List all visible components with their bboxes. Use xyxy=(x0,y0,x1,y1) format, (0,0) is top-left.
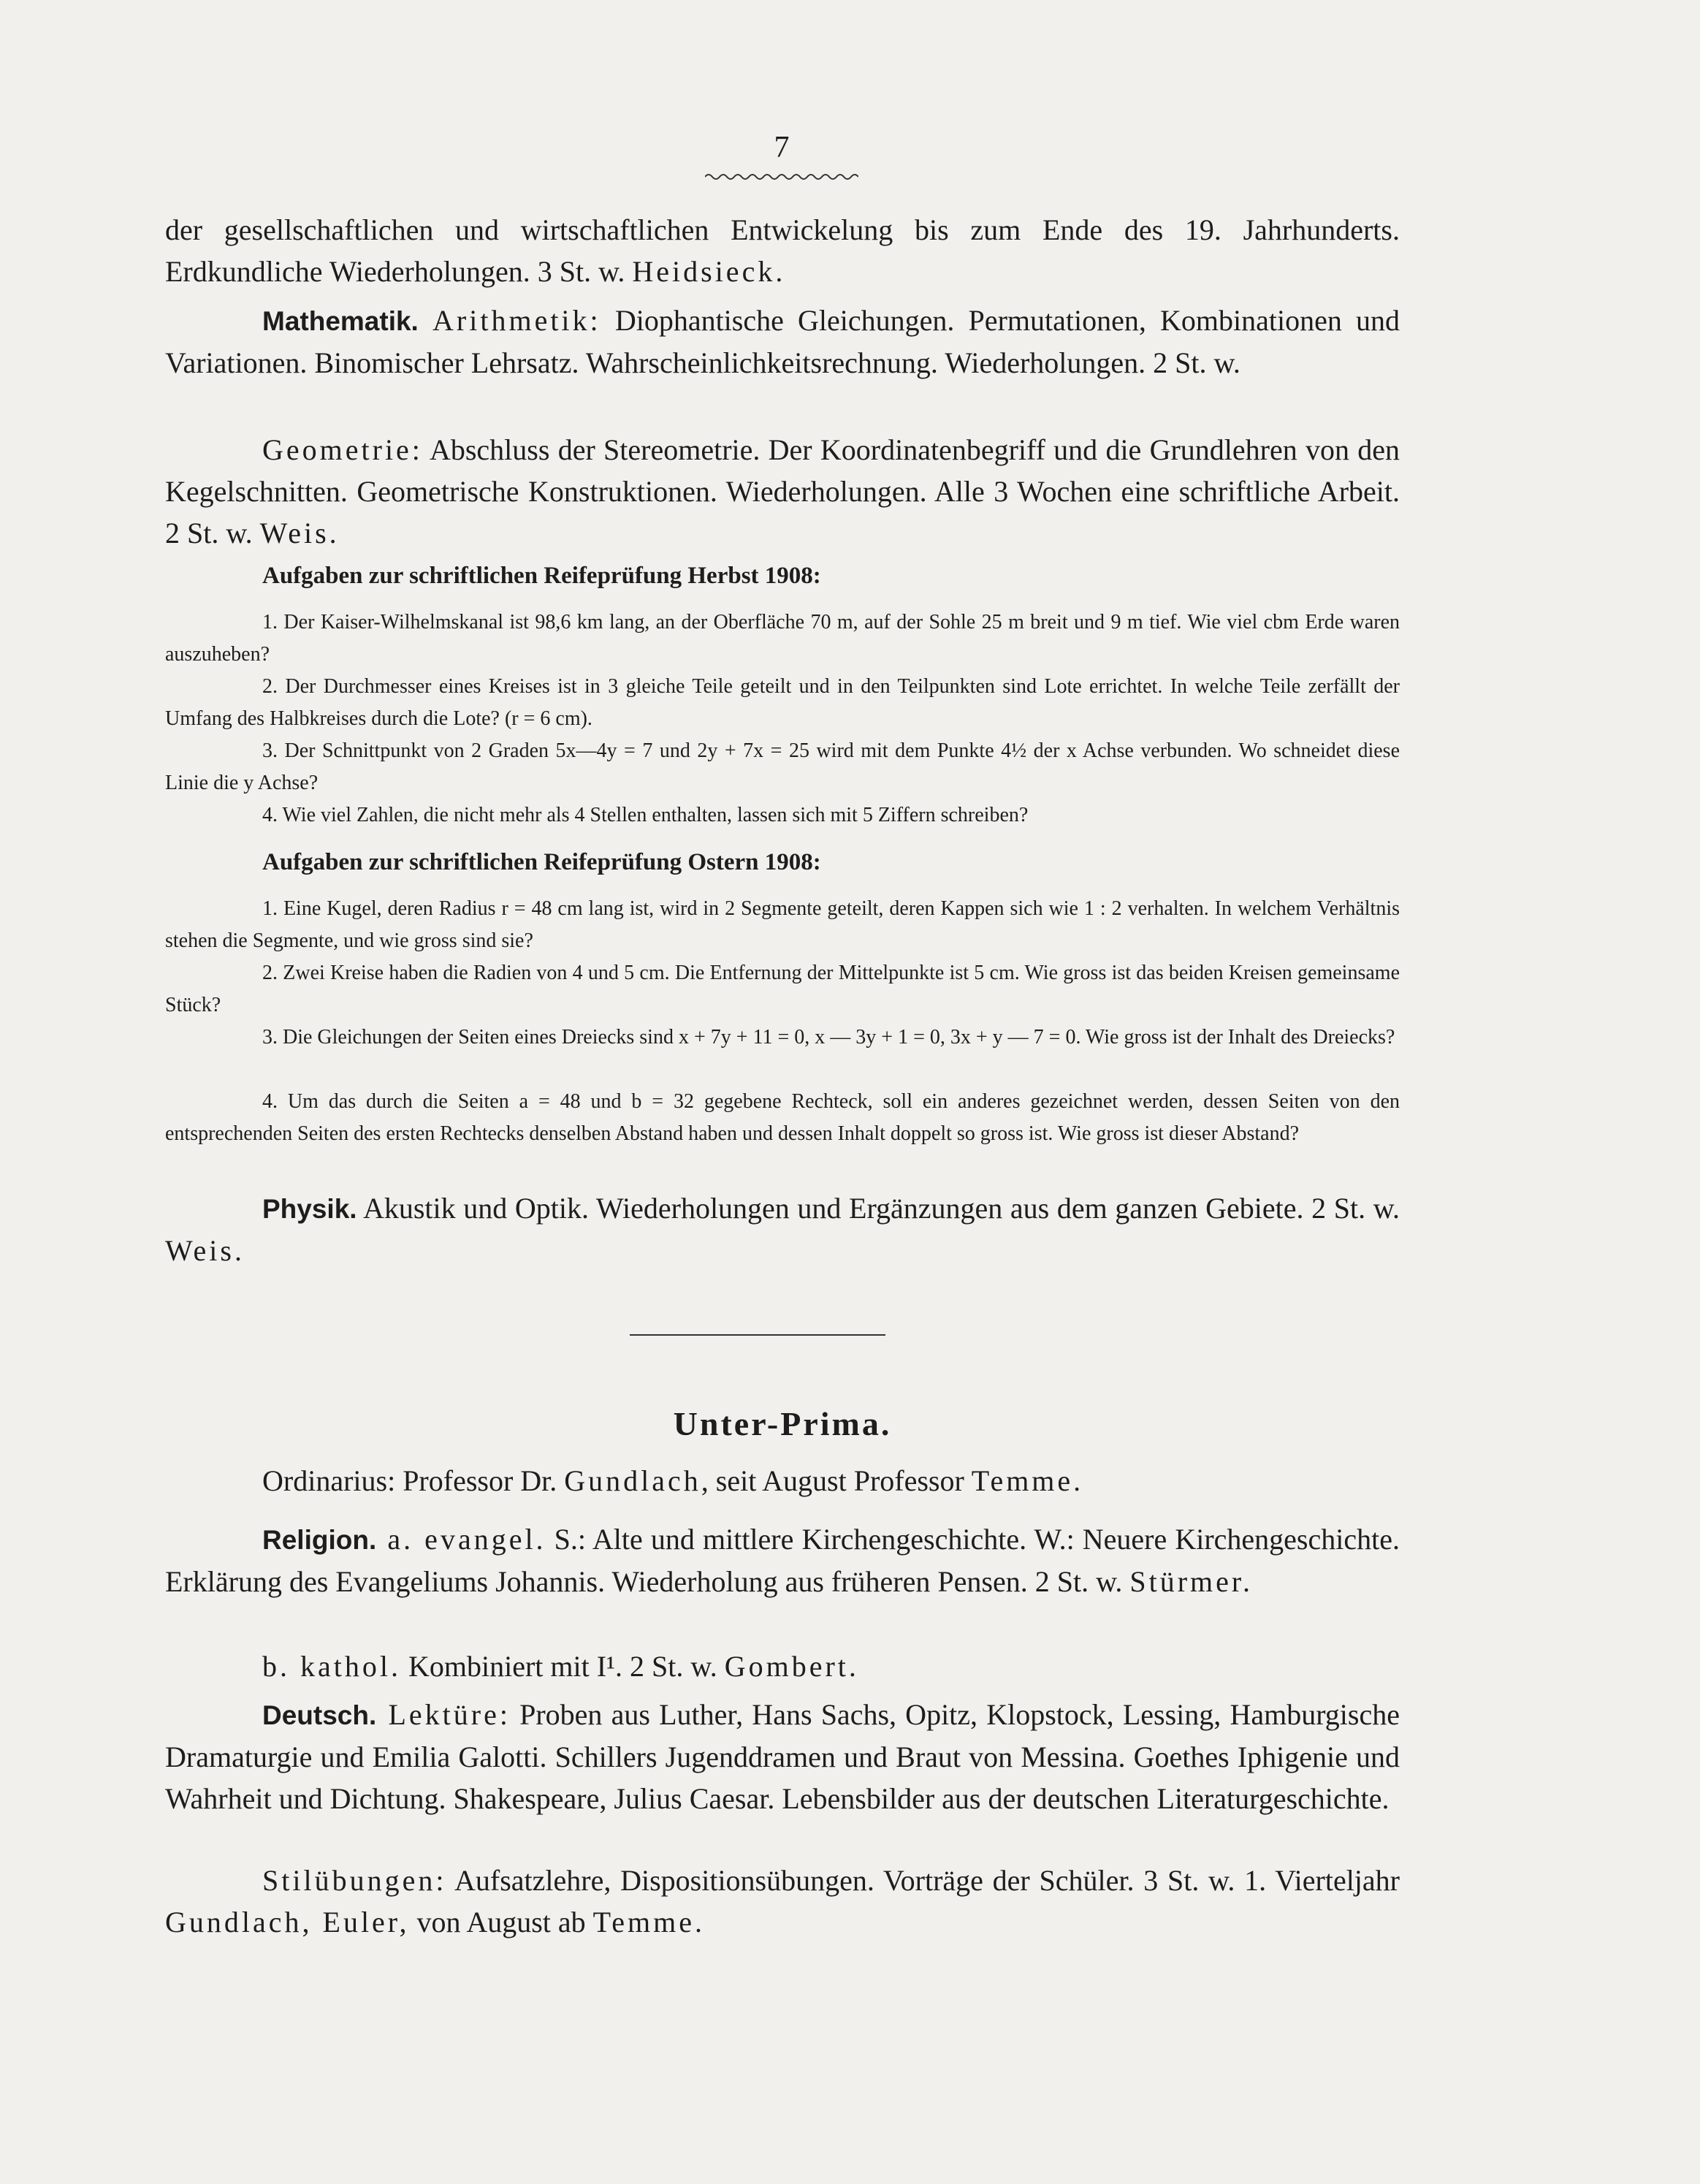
herbst-task-3: 3. Der Schnittpunkt von 2 Graden 5x—4y = 7 und 2y + 7x = 25 wird mit dem Punkte 4½ der x Achse verbunden. Wo schneidet diese Linie die y Achse? xyxy=(165,739,1400,794)
teacher-name: Weis. xyxy=(165,1234,245,1267)
teacher-name: Gombert. xyxy=(724,1650,859,1683)
unterprima-title: Unter-Prima. xyxy=(673,1405,892,1442)
page-number-ornament xyxy=(705,170,858,181)
deutsch-section xyxy=(165,1694,1400,1819)
teacher-name: Heidsieck. xyxy=(632,255,786,288)
ordinarius-name-2: Temme. xyxy=(971,1464,1084,1497)
physik-text: Akustik und Optik. Wiederholungen und Ergänzungen aus dem ganzen Gebiete. 2 St. w. xyxy=(357,1192,1400,1225)
religion-heading: Religion. xyxy=(262,1525,377,1555)
herbst-task-1: 1. Der Kaiser-Wilhelmskanal ist 98,6 km lang, an der Oberfläche 70 m, auf der Sohle 25 m breit und 9 m tief. Wie viel cbm Erde waren auszuheben? xyxy=(165,611,1400,666)
lektuere-label: Lektüre: xyxy=(376,1698,511,1731)
ostern-task-4: 4. Um das durch die Seiten a = 48 und b = 32 gegebene Rechteck, soll ein anderes gezeichnet werden, dessen Seiten von den entsprechenden Seiten des ersten Rechtecks denselben Abstand haben und dessen Inhalt doppelt so gross ist. Wie gross ist dieser Abstand? xyxy=(165,1090,1400,1145)
herbst-task-4: 4. Wie viel Zahlen, die nicht mehr als 4 Stellen enthalten, lassen sich mit 5 Ziffern schreiben? xyxy=(262,804,1029,826)
religion-b-text: Kombiniert mit I¹. 2 St. w. xyxy=(400,1650,725,1683)
history-continuation xyxy=(165,209,1400,292)
religion-a-label: a. evangel. xyxy=(376,1523,546,1556)
religion-a-text: S.: Alte und mittlere Kirchengeschichte. W.: Neuere Kirchengeschichte. Erklärung des Evangeliums Johannis. Wiederholung aus früheren Pensen. 2 St. w. xyxy=(165,1523,1400,1598)
deutsch-heading: Deutsch. xyxy=(262,1700,377,1730)
teacher-name: Temme. xyxy=(592,1906,706,1938)
teacher-names: Gundlach, Euler, xyxy=(165,1906,410,1938)
geometrie-label: Geometrie: xyxy=(262,433,423,466)
teacher-name: Weis. xyxy=(259,517,340,549)
history-text: der gesellschaftlichen und wirtschaftlichen Entwickelung bis zum Ende des 19. Jahrhunderts. Erdkundliche Wiederholungen. 3 St. w. xyxy=(165,213,1400,288)
religion-b-label: b. kathol. xyxy=(262,1650,401,1683)
teacher-name: Stürmer. xyxy=(1129,1565,1254,1598)
ordinarius-line xyxy=(165,1460,1400,1502)
physik-heading: Physik. xyxy=(262,1194,357,1224)
ordinarius-name: Gundlach xyxy=(564,1464,701,1497)
mathematik-heading: Mathematik. xyxy=(262,306,419,336)
section-divider xyxy=(630,1334,885,1336)
stiluebungen xyxy=(165,1860,1400,1943)
religion-section xyxy=(165,1518,1400,1602)
geometrie-text: Abschluss der Stereometrie. Der Koordinatenbegriff und die Grundlehren von den Kegelschnitten. Geometrische Konstruktionen. Wiederholungen. Alle 3 Wochen eine schriftliche Arbeit. 2 St. w. xyxy=(165,433,1400,549)
deutsch-text: Proben aus Luther, Hans Sachs, Opitz, Klopstock, Lessing, Hamburgische Dramaturgie und Emilia Galotti. Schillers Jugenddramen und Braut von Messina. Goethes Iphigenie und Wahrheit und Dichtung. Shakespeare, Julius Caesar. Lebensbilder aus der deutschen Literaturgeschichte. xyxy=(165,1698,1400,1815)
ordinarius-label: Ordinarius: Professor Dr. xyxy=(262,1464,565,1497)
page-number: 7 xyxy=(774,131,790,164)
mathematik-section xyxy=(165,300,1400,384)
religion-b xyxy=(165,1645,1400,1687)
stiluebungen-label: Stilübungen: xyxy=(262,1864,447,1897)
geometrie-section xyxy=(165,429,1400,554)
herbst-heading: Aufgaben zur schriftlichen Reifeprüfung Herbst 1908: xyxy=(262,563,821,589)
herbst-task-2: 2. Der Durchmesser eines Kreises ist in 3 gleiche Teile geteilt und in den Teilpunkten sind Lote errichtet. In welche Teile zerfällt der Umfang des Halbkreises durch die Lote? (r = 6 cm). xyxy=(165,675,1400,730)
ostern-heading: Aufgaben zur schriftlichen Reifeprüfung Ostern 1908: xyxy=(262,849,821,875)
stiluebungen-text: Aufsatzlehre, Dispositionsübungen. Vorträge der Schüler. 3 St. w. 1. Vierteljahr xyxy=(446,1864,1400,1897)
ostern-task-2: 2. Zwei Kreise haben die Radien von 4 und 5 cm. Die Entfernung der Mittelpunkte ist 5 cm. Wie gross ist das beiden Kreisen gemeinsame Stück? xyxy=(165,962,1400,1016)
physik-section xyxy=(165,1187,1400,1271)
arithmetik-text: Diophantische Gleichungen. Permutationen, Kombinationen und Variationen. Binomischer Lehrsatz. Wahrscheinlichkeitsrechnung. Wiederholungen. 2 St. w. xyxy=(165,304,1400,379)
arithmetik-label: Arithmetik: xyxy=(432,304,601,337)
stiluebungen-text-2: von August ab xyxy=(409,1906,593,1938)
ostern-task-3: 3. Die Gleichungen der Seiten eines Dreiecks sind x + 7y + 11 = 0, x — 3y + 1 = 0, 3x + y — 7 = 0. Wie gross ist der Inhalt des Dreiecks? xyxy=(262,1026,1395,1049)
ostern-task-1: 1. Eine Kugel, deren Radius r = 48 cm lang ist, wird in 2 Segmente geteilt, deren Kappen sich wie 1 : 2 verhalten. In welchem Verhältnis stehen die Segmente, und wie gross sind sie? xyxy=(165,897,1400,952)
ordinarius-text: , seit August Professor xyxy=(701,1464,972,1497)
